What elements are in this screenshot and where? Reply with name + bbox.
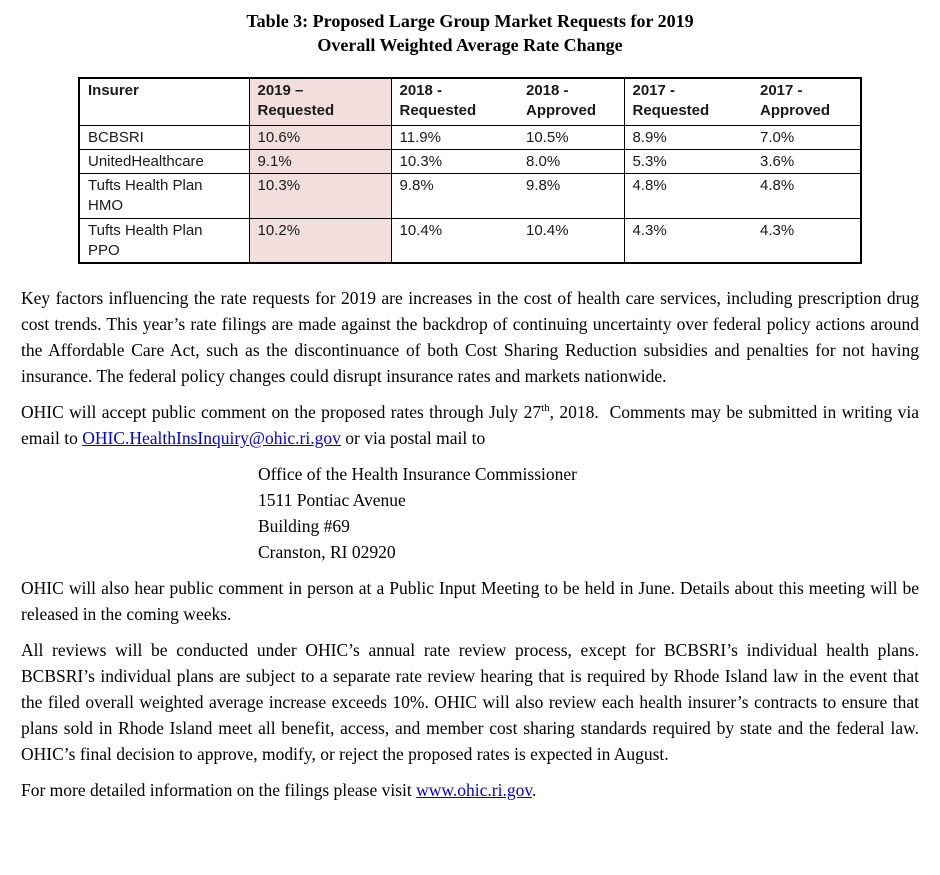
col-header-2017-requested xyxy=(624,78,752,125)
header-line: Approved xyxy=(526,102,597,119)
p2-text-1: OHIC will accept public comment on the proposed rates through July 27 xyxy=(21,402,542,422)
rate-cell: 10.3% xyxy=(391,149,518,173)
insurer-cell xyxy=(79,149,249,173)
col-header-2017-approved xyxy=(752,78,861,125)
document-body xyxy=(21,285,919,803)
insurer-name: Tufts Health Plan xyxy=(88,176,203,194)
superscript-th: th xyxy=(541,402,550,415)
insurer-cell xyxy=(79,125,249,149)
col-header-2018-approved xyxy=(518,78,624,125)
header-line: Requested xyxy=(399,102,477,119)
col-header-2019-requested xyxy=(249,78,391,125)
insurer-name: UnitedHealthcare xyxy=(88,152,204,170)
rate-cell: 8.0% xyxy=(526,152,561,170)
email-link[interactable]: OHIC.HealthInsInquiry@ohic.ri.gov xyxy=(82,428,341,448)
website-link[interactable]: www.ohic.ri.gov xyxy=(416,780,532,800)
rate-cell: 10.3% xyxy=(249,173,391,218)
address-line-office: Office of the Health Insurance Commissioner xyxy=(258,464,577,484)
rate-cell: 3.6% xyxy=(760,152,795,170)
rate-cell: 4.8% xyxy=(624,173,752,218)
insurer-cell xyxy=(79,218,249,263)
col-header-2018-requested xyxy=(391,78,518,125)
rate-cell: 10.5% xyxy=(526,128,569,146)
paragraph-public-comment xyxy=(21,399,919,451)
address-line-street: 1511 Pontiac Avenue xyxy=(258,490,406,510)
rate-cell: 9.1% xyxy=(249,149,391,173)
rate-cell: 9.8% xyxy=(391,173,518,218)
table-row-tufts-hmo xyxy=(79,173,861,218)
p2-text-2: , 2018. Comments may be submitted in writing via email to xyxy=(21,402,919,448)
rate-cell: 8.9% xyxy=(624,125,752,149)
insurer-cell xyxy=(79,173,249,218)
header-line: Requested xyxy=(632,102,710,119)
header-line: 2018 - xyxy=(399,82,443,99)
paragraph-review-process: All reviews will be conducted under OHIC’s annual rate review process, except for BCBSRI’s individual health plans. BCBSRI’s individual plans are subject to a separate rate review hearing that is required by Rhode Island law in the event that the filed overall weighted average increase exceeds 10%. OHIC will also review each health insurer’s contracts to ensure that plans sold in Rhode Island meet all benefit, access, and member cost sharing standards required by state and the federal law. OHIC’s final decision to approve, modify, or reject the proposed rates is expected in August. xyxy=(21,640,919,764)
header-line: 2019 – xyxy=(257,82,304,99)
address-line-city: Cranston, RI 02920 xyxy=(258,542,396,562)
insurer-name-line2: PPO xyxy=(88,241,120,259)
table-title xyxy=(0,0,940,57)
rate-cell: 10.6% xyxy=(249,125,391,149)
table-row-unitedhealthcare xyxy=(79,149,861,173)
header-line: Insurer xyxy=(88,82,139,99)
p5-text-1: For more detailed information on the filings please visit xyxy=(21,780,417,800)
header-line: 2017 - xyxy=(632,82,676,99)
rate-cell: 11.9% xyxy=(391,125,518,149)
table-title-line2: Overall Weighted Average Rate Change xyxy=(317,35,623,55)
rate-cell: 5.3% xyxy=(624,149,752,173)
rate-cell: 10.4% xyxy=(526,221,569,239)
rate-cell: 7.0% xyxy=(760,128,795,146)
insurer-name: BCBSRI xyxy=(88,128,144,146)
col-header-insurer xyxy=(79,78,249,125)
p5-text-2: . xyxy=(531,780,537,800)
rate-table xyxy=(78,77,862,264)
rate-cell: 10.4% xyxy=(391,218,518,263)
header-line: 2018 - xyxy=(526,82,569,99)
address-block xyxy=(258,461,919,565)
rate-cell: 4.3% xyxy=(760,221,795,239)
rate-cell: 4.8% xyxy=(760,176,795,194)
header-line: Requested xyxy=(257,102,335,119)
rate-cell: 9.8% xyxy=(526,176,561,194)
p2-text-3: or via postal mail to xyxy=(340,428,486,448)
insurer-name: Tufts Health Plan xyxy=(88,221,203,239)
rate-cell: 4.3% xyxy=(624,218,752,263)
rate-cell: 10.2% xyxy=(249,218,391,263)
table-row-bcbsri xyxy=(79,125,861,149)
paragraph-more-info xyxy=(21,777,919,803)
header-line: Approved xyxy=(760,102,831,119)
header-line: 2017 - xyxy=(760,82,803,99)
table-header-row xyxy=(79,78,861,125)
table-title-line1: Table 3: Proposed Large Group Market Requests for 2019 xyxy=(246,11,694,31)
table-row-tufts-ppo xyxy=(79,218,861,263)
paragraph-key-factors: Key factors influencing the rate requests for 2019 are increases in the cost of health care services, including prescription drug cost trends. This year’s rate filings are made against the backdrop of continuing uncertainty over federal policy actions around the Affordable Care Act, such as the discontinuance of both Cost Sharing Reduction subsidies and penalties for not having insurance. The federal policy changes could disrupt insurance rates and markets nationwide. xyxy=(21,288,919,386)
paragraph-public-input-meeting: OHIC will also hear public comment in person at a Public Input Meeting to be held in June. Details about this meeting will be released in the coming weeks. xyxy=(21,578,919,624)
address-line-building: Building #69 xyxy=(258,516,350,536)
insurer-name-line2: HMO xyxy=(88,196,123,214)
